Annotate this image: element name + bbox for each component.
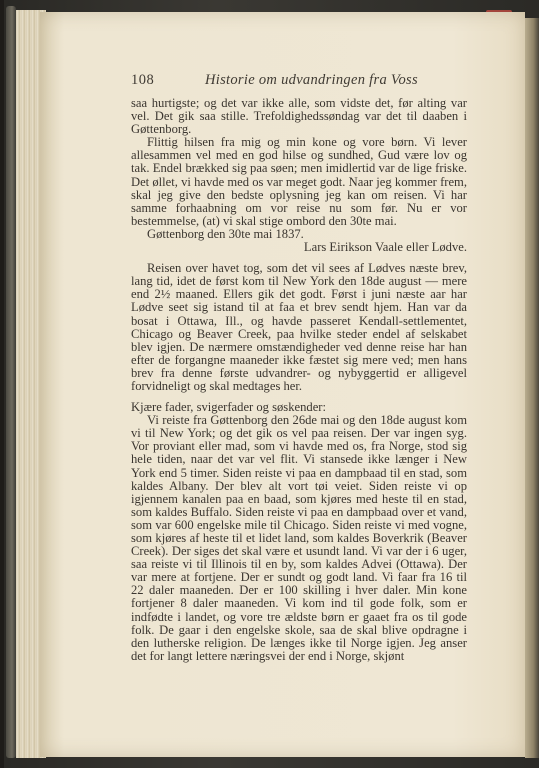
paragraph-greeting: Flittig hilsen fra mig og min kone og vore børn. Vi lever allesammen vel med en god hilse og sundhed, Gud være lov og tak. Endel brækked sig paa søen; men imidlertid var de lige friske. Det øllet, vi havde med os var meget godt. Naar jeg kommer frem, skal jeg give den bedste oplysning jeg kan om reisen. Vi har samme forhaabning om vor reise nu som før. Nu er vor bestemmelse, (at) vi skal stige ombord den 30te mai. [131, 135, 467, 228]
running-head [131, 72, 511, 92]
letter-salutation: Kjære fader, svigerfader og søskender: [131, 400, 326, 415]
page-number: 108 [131, 72, 155, 88]
paragraph-narrative: Reisen over havet tog, som det vil sees af Lødves næste brev, lang tid, idet de først kom til New York den 18de august — mere end 2½ maaned. Ellers gik det godt. Først i juni næste aar har Lødve seet sig istand til at faa et brev sendt hjem. Han var da bosat i Ottawa, Ill., og havde passeret Kendall-settlementet, Chicago og Beaver Creek, paa hvilke steder endel af selskabet blev igjen. De nærmere omstændigheder ved denne reise har han efter de forgangne maaneder ikke fæstet sig mere ved; men hans brev fra denne første udvandrer- og nybyggertid er alligevel forvidneligt og skal medtages her. [131, 261, 467, 393]
paragraph-continuation: saa hurtigste; og det var ikke alle, som vidste det, før alting var vel. Det gik saa stille. Trefoldighedssøndag var det til daaben i Gøttenborg. [131, 96, 467, 137]
running-title: Historie om udvandringen fra Voss [205, 72, 418, 88]
letter-signature: Lars Eirikson Vaale eller Lødve. [303, 240, 467, 255]
letter-date: Gøttenborg den 30te mai 1837. [147, 226, 304, 241]
spine-edge [6, 6, 16, 758]
paragraph-letter-body: Vi reiste fra Gøttenborg den 26de mai og den 18de august kom vi til New York; og det gik os vel paa reisen. Der var ingen syg. Vor proviant eller mad, som vi havde med os, fra Norge, stod sig hele tiden, naar det var vel flit. Vi stansede ikke længer i New York end 5 timer. Siden reiste vi paa en dampbaad til en stad, som kaldes Albany. Der blev alt vort tøi veiet. Siden reiste vi op igjennem kanalen paa en baad, som kjøres med heste til en stad, som kaldes Buffalo. Siden reiste vi paa en dampbaad over et vand, som var 600 engelske mile til Chicago. Siden reiste vi med vogne, som kjøres af heste til et lidet land, som kaldes Boverkrik (Beaver Creek). Der siges det skal være et usundt land. Vi var der i 6 uger, saa reiste vi til Illinois til en by, som kaldes Advei (Ottawa). Der var mere at fortjene. Der er sundt og godt land. Vi faar fra 16 til 22 daler maaneden. Der er 100 skilling i hver daler. Min kone fortjener 8 daler maaneden. Vi kom ind til gode folk, som er indfødte i landet, og vore tre ældste børn er gaaet fra os til gode folk. De gaar i den engelske skole, saa de skal blive opdragne i den lutherske religion. De længes ikke til Norge igjen. Jeg anser det for langt lettere næringsvei der end i Norge, skjønt [131, 413, 467, 663]
right-page-edge [525, 18, 539, 758]
body-text [131, 97, 467, 663]
